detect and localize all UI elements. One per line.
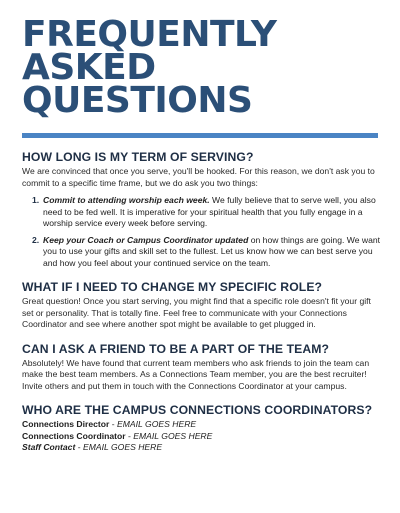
answer-text: Great question! Once you start serving, you might find that a specific role doesn't fit your gift set or personality. That is totally fine. Feel free to communicate with your Connections Coordinator and see where another spot might be available to get plugged in. (22, 296, 371, 329)
page-title (22, 14, 382, 121)
contact-role: Connections Director (22, 419, 110, 429)
contact-separator: - (109, 419, 118, 429)
faq-coordinators (22, 403, 382, 454)
list-number: 2. (32, 234, 40, 245)
contact-email[interactable]: EMAIL GOES HERE (133, 430, 213, 441)
list-item (22, 235, 382, 270)
list-item-lead: Keep your Coach or Campus Coordinator updated (43, 234, 249, 245)
title-divider (22, 133, 378, 138)
contact-email[interactable]: EMAIL GOES HERE (82, 442, 163, 452)
requirements-list (22, 195, 382, 269)
faq-term-of-serving (22, 150, 382, 269)
title-line-3: QUESTIONS (22, 80, 253, 121)
list-number: 1. (32, 195, 40, 205)
title-line-2: ASKED (22, 47, 156, 88)
contact-separator: - (75, 442, 83, 452)
title-line-1: FREQUENTLY (22, 14, 277, 55)
list-item-body: We fully believe that to serve well, you also need to be fed well. It is imperative for your spiritual health that you fully engage in a worship service every week before serving. (43, 195, 376, 228)
question-heading: CAN I ASK A FRIEND TO BE A PART OF THE TEAM? (22, 341, 330, 356)
contact-separator: - (125, 430, 134, 441)
list-item (22, 195, 382, 230)
contact-role: Staff Contact (22, 442, 76, 452)
list-item-text (43, 195, 382, 230)
contact-email[interactable]: EMAIL GOES HERE (117, 419, 197, 429)
faq-content (22, 150, 382, 465)
contact-role: Connections Coordinator (22, 430, 126, 441)
faq-ask-friend (22, 342, 382, 393)
question-heading: WHO ARE THE CAMPUS CONNECTIONS COORDINATORS? (22, 403, 373, 417)
contact-row (22, 431, 382, 443)
list-item-body: on how things are going. We want you to use your gifts and skill set to the fullest. Let us know how we can best serve you and how you feel about your continued service on the team. (43, 234, 381, 268)
question-heading: WHAT IF I NEED TO CHANGE MY SPECIFIC ROLE? (22, 280, 323, 294)
list-item-text (43, 235, 382, 270)
question-heading: HOW LONG IS MY TERM OF SERVING? (22, 150, 254, 164)
answer-text: Absolutely! We have found that current team members who ask friends to join the team can make the best team members. As a Connections Team member, you are the best recruiter! Invite others and put them in touch with the Connections Coordinator at your campus. (22, 357, 370, 391)
contact-row (22, 419, 382, 431)
answer-text: We are convinced that once you serve, you'll be hooked. For this reason, we don't ask you to commit to a specific time frame, but we do ask you two things: (22, 166, 375, 188)
contact-row (22, 442, 382, 454)
faq-change-role (22, 280, 382, 331)
list-item-lead: Commit to attending worship each week. (43, 195, 210, 205)
